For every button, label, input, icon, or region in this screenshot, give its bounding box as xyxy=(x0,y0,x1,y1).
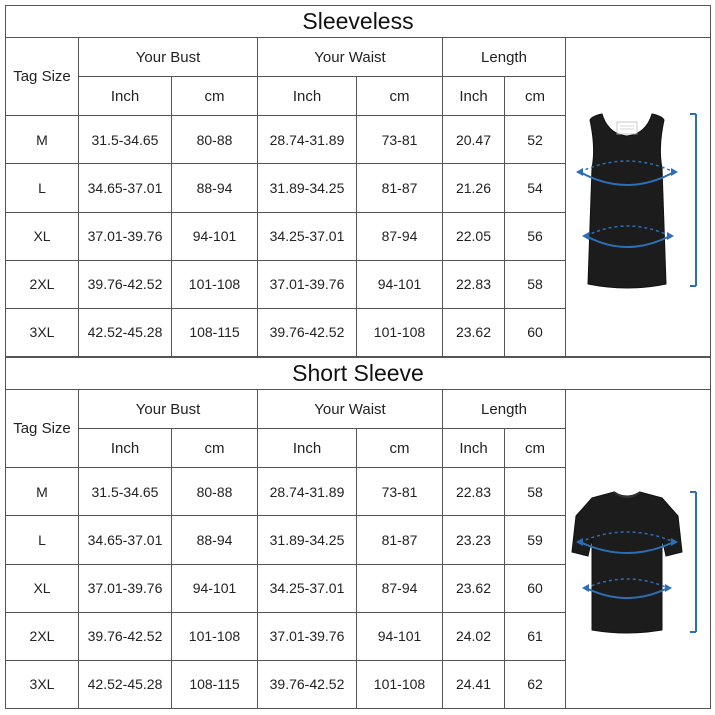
waist-inch-cell: 28.74-31.89 xyxy=(258,116,357,164)
bust-inch-cell: 31.5-34.65 xyxy=(79,468,172,516)
short-sleeve-shirt-icon xyxy=(566,390,710,708)
waist-inch-cell: 39.76-42.52 xyxy=(258,660,357,708)
length-inch-cell: 21.26 xyxy=(443,164,505,212)
waist-header: Your Waist xyxy=(258,390,443,429)
sleeveless-shirt-icon xyxy=(566,38,710,356)
waist-inch-cell: 34.25-37.01 xyxy=(258,564,357,612)
length-inch-cell: 23.23 xyxy=(443,516,505,564)
bust-inch-cell: 37.01-39.76 xyxy=(79,564,172,612)
tag-size-cell: 2XL xyxy=(6,612,79,660)
waist-inch-cell: 37.01-39.76 xyxy=(258,260,357,308)
length-header: Length xyxy=(443,38,566,77)
bust-inch-cell: 42.52-45.28 xyxy=(79,308,172,356)
length-cm-cell: 56 xyxy=(505,212,566,260)
unit-inch: Inch xyxy=(443,429,505,468)
tag-size-cell: 3XL xyxy=(6,660,79,708)
tag-size-cell: 2XL xyxy=(6,260,79,308)
waist-inch-cell: 31.89-34.25 xyxy=(258,516,357,564)
tag-size-cell: 3XL xyxy=(6,308,79,356)
tag-size-cell: L xyxy=(6,164,79,212)
bust-cm-cell: 80-88 xyxy=(172,468,258,516)
tag-size-cell: M xyxy=(6,468,79,516)
bust-inch-cell: 39.76-42.52 xyxy=(79,260,172,308)
unit-inch: Inch xyxy=(443,77,505,116)
waist-cm-cell: 81-87 xyxy=(357,516,443,564)
bust-inch-cell: 39.76-42.52 xyxy=(79,612,172,660)
waist-cm-cell: 87-94 xyxy=(357,212,443,260)
bust-inch-cell: 37.01-39.76 xyxy=(79,212,172,260)
tag-size-cell: M xyxy=(6,116,79,164)
length-cm-cell: 52 xyxy=(505,116,566,164)
waist-inch-cell: 34.25-37.01 xyxy=(258,212,357,260)
bust-header: Your Bust xyxy=(79,38,258,77)
length-cm-cell: 60 xyxy=(505,564,566,612)
length-cm-cell: 60 xyxy=(505,308,566,356)
length-inch-cell: 22.05 xyxy=(443,212,505,260)
waist-cm-cell: 73-81 xyxy=(357,116,443,164)
tag-size-header: Tag Size xyxy=(6,38,79,116)
tag-size-header: Tag Size xyxy=(6,390,79,468)
waist-inch-cell: 39.76-42.52 xyxy=(258,308,357,356)
bust-inch-cell: 42.52-45.28 xyxy=(79,660,172,708)
waist-inch-cell: 37.01-39.76 xyxy=(258,612,357,660)
bust-cm-cell: 101-108 xyxy=(172,260,258,308)
bust-cm-cell: 108-115 xyxy=(172,308,258,356)
length-inch-cell: 23.62 xyxy=(443,308,505,356)
length-cm-cell: 59 xyxy=(505,516,566,564)
bust-inch-cell: 31.5-34.65 xyxy=(79,116,172,164)
length-inch-cell: 24.41 xyxy=(443,660,505,708)
tag-size-cell: L xyxy=(6,516,79,564)
length-inch-cell: 23.62 xyxy=(443,564,505,612)
table-title: Short Sleeve xyxy=(6,358,711,390)
waist-inch-cell: 31.89-34.25 xyxy=(258,164,357,212)
unit-inch: Inch xyxy=(79,429,172,468)
bust-cm-cell: 88-94 xyxy=(172,164,258,212)
unit-cm: cm xyxy=(357,429,443,468)
short-sleeve-size-table xyxy=(5,357,711,709)
bust-cm-cell: 101-108 xyxy=(172,612,258,660)
bust-inch-cell: 34.65-37.01 xyxy=(79,164,172,212)
tag-size-cell: XL xyxy=(6,564,79,612)
unit-inch: Inch xyxy=(258,429,357,468)
bust-inch-cell: 34.65-37.01 xyxy=(79,516,172,564)
waist-cm-cell: 73-81 xyxy=(357,468,443,516)
waist-header: Your Waist xyxy=(258,38,443,77)
bust-cm-cell: 94-101 xyxy=(172,564,258,612)
bust-header: Your Bust xyxy=(79,390,258,429)
waist-cm-cell: 94-101 xyxy=(357,612,443,660)
bust-cm-cell: 108-115 xyxy=(172,660,258,708)
sleeveless-size-table xyxy=(5,5,711,357)
waist-inch-cell: 28.74-31.89 xyxy=(258,468,357,516)
length-cm-cell: 61 xyxy=(505,612,566,660)
table-title: Sleeveless xyxy=(6,6,711,38)
bust-cm-cell: 80-88 xyxy=(172,116,258,164)
length-cm-cell: 58 xyxy=(505,260,566,308)
length-cm-cell: 54 xyxy=(505,164,566,212)
unit-inch: Inch xyxy=(258,77,357,116)
garment-image-cell xyxy=(566,38,711,357)
length-cm-cell: 62 xyxy=(505,660,566,708)
bust-cm-cell: 88-94 xyxy=(172,516,258,564)
waist-cm-cell: 101-108 xyxy=(357,308,443,356)
length-inch-cell: 24.02 xyxy=(443,612,505,660)
length-inch-cell: 22.83 xyxy=(443,468,505,516)
unit-cm: cm xyxy=(172,429,258,468)
unit-cm: cm xyxy=(357,77,443,116)
waist-cm-cell: 101-108 xyxy=(357,660,443,708)
bust-cm-cell: 94-101 xyxy=(172,212,258,260)
unit-cm: cm xyxy=(172,77,258,116)
unit-inch: Inch xyxy=(79,77,172,116)
unit-cm: cm xyxy=(505,429,566,468)
unit-cm: cm xyxy=(505,77,566,116)
length-inch-cell: 20.47 xyxy=(443,116,505,164)
waist-cm-cell: 94-101 xyxy=(357,260,443,308)
length-cm-cell: 58 xyxy=(505,468,566,516)
length-inch-cell: 22.83 xyxy=(443,260,505,308)
garment-image-cell xyxy=(566,390,711,709)
waist-cm-cell: 81-87 xyxy=(357,164,443,212)
waist-cm-cell: 87-94 xyxy=(357,564,443,612)
tag-size-cell: XL xyxy=(6,212,79,260)
length-header: Length xyxy=(443,390,566,429)
